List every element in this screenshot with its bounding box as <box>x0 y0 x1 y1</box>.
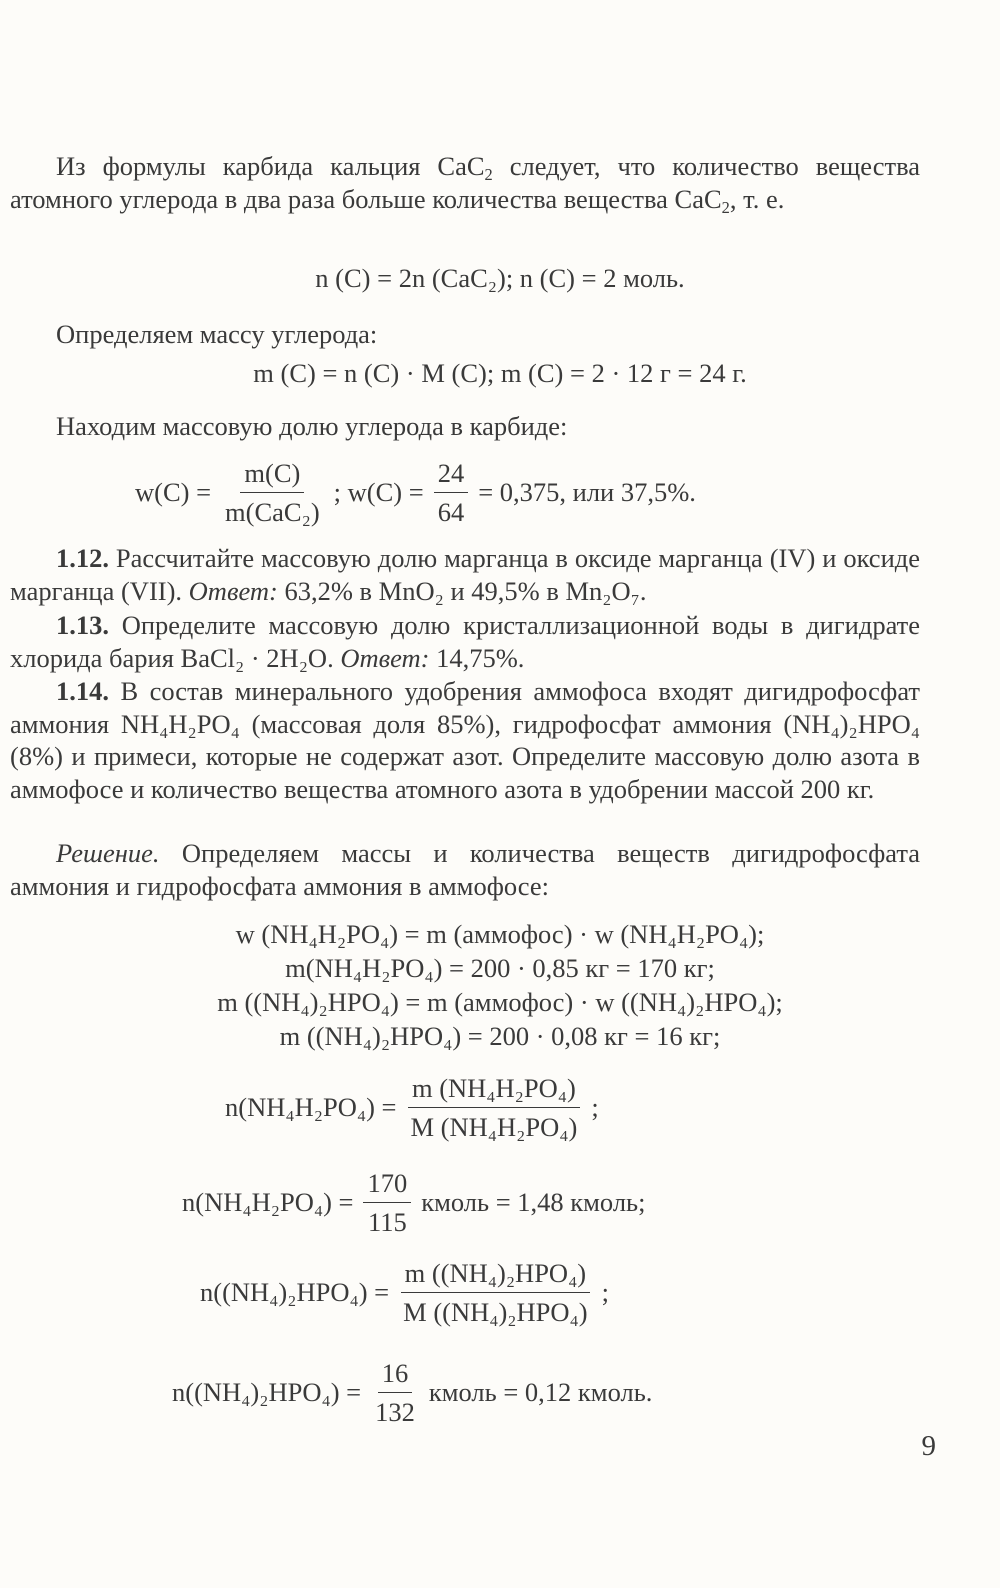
mass-fraction-label: Находим массовую долю углерода в карбиде: <box>56 411 568 441</box>
eq4-tail: ; <box>591 1092 599 1122</box>
eq3-mid: ; w(C) = <box>333 477 424 507</box>
calc-line-1: w (NH₄H₂PO₄) = m (аммофос) · w (NH₄H₂PO₄); <box>235 919 765 949</box>
fraction-mc-over-mcac2 <box>221 458 324 527</box>
problem-1-14: 1.14. В состав минерального удобрения аммофоса входят дигидрофосфат аммония NH₄H₂PO₄ (массовая доля 85%), гидрофосфат аммония (NH₄)₂HPO₄ (8%) и примеси, которые не содержат азот. Определите массовую долю азота в аммофосе и количество вещества атомного азота в удобрении массой 200 кг. <box>10 676 920 804</box>
problem-number: 1.12. <box>56 543 109 573</box>
answer-label: Ответ: <box>188 575 278 606</box>
eq7-lhs: n((NH₄)₂HPO₄) = <box>172 1377 362 1407</box>
fraction-denominator: m(CaC₂) <box>225 497 320 527</box>
fraction-numerator: m(C) <box>240 458 304 493</box>
equation-mass-fraction-carbon <box>135 458 696 527</box>
fraction-denominator: 132 <box>375 1397 415 1427</box>
fraction-numerator: m (NH₄H₂PO₄) <box>408 1073 580 1108</box>
eq4-lhs: n(NH₄H₂PO₄) = <box>225 1092 397 1122</box>
fraction-numerator: 16 <box>378 1358 413 1393</box>
fraction-mass-over-molar-mass <box>399 1258 592 1327</box>
eq6-tail: ; <box>601 1277 609 1307</box>
fraction-numerator: 24 <box>434 458 469 493</box>
equation-n-nh4-2hpo4-value <box>172 1358 652 1427</box>
fraction-mass-over-molar-mass <box>406 1073 581 1142</box>
problem-number: 1.14. <box>56 676 109 706</box>
answer-label: Ответ: <box>340 642 430 673</box>
eq3-lhs: w(C) = <box>135 477 212 507</box>
fraction-170-over-115 <box>363 1168 411 1237</box>
solution-label: Решение. <box>56 838 160 868</box>
solution-paragraph: Решение. Определяем массы и количества веществ дигидрофосфата аммония и гидрофосфата аммония в аммофосе: <box>10 838 920 901</box>
eq5-tail: кмоль = 1,48 кмоль; <box>421 1187 646 1217</box>
calc-line-4: m ((NH₄)₂HPO₄) = 200 · 0,08 кг = 16 кг; <box>279 1021 721 1051</box>
equation-n-nh4-2hpo4-formula <box>200 1258 609 1327</box>
problem-1-12: 1.12. Рассчитайте массовую долю марганца в оксиде марганца (IV) и оксиде марганца (VII). Ответ: 63,2% в MnO₂ и 49,5% в Mn₂O₇. <box>10 543 920 606</box>
fraction-denominator: M ((NH₄)₂HPO₄) <box>403 1297 588 1327</box>
calc-line-3: m ((NH₄)₂HPO₄) = m (аммофос) · w ((NH₄)₂HPO₄); <box>217 987 783 1017</box>
eq6-lhs: n((NH₄)₂HPO₄) = <box>200 1277 390 1307</box>
fraction-denominator: M (NH₄H₂PO₄) <box>410 1112 578 1142</box>
problem-1-13: 1.13. Определите массовую долю кристаллизационной воды в дигидрате хлорида бария BaCl₂ · 2H₂O. Ответ: 14,75%. <box>10 610 920 673</box>
fraction-denominator: 115 <box>367 1207 407 1237</box>
mass-carbon-label: Определяем массу углерода: <box>56 319 378 349</box>
equation-n-nh4h2po4-value <box>182 1168 646 1237</box>
page-number: 9 <box>921 1430 936 1462</box>
fraction-16-over-132 <box>371 1358 419 1427</box>
fraction-numerator: 170 <box>363 1168 411 1203</box>
intro-paragraph: Из формулы карбида кальция CaC$_2$ следует, что количество вещества атомного углерода в два раза больше количества вещества CaC$_2$, т. е. <box>10 151 920 217</box>
fraction-denominator: 64 <box>437 497 465 527</box>
eq3-rhs: = 0,375, или 37,5%. <box>478 477 696 507</box>
equation-moles-carbon: n (C) = 2n (CaC₂); n (C) = 2 моль. <box>315 263 685 293</box>
fraction-numerator: m ((NH₄)₂HPO₄) <box>401 1258 591 1293</box>
fraction-24-over-64 <box>434 458 469 527</box>
calc-line-2: m(NH₄H₂PO₄) = 200 · 0,85 кг = 170 кг; <box>285 953 715 983</box>
eq5-lhs: n(NH₄H₂PO₄) = <box>182 1187 354 1217</box>
eq7-tail: кмоль = 0,12 кмоль. <box>428 1377 653 1407</box>
equation-n-nh4h2po4-formula <box>225 1073 599 1142</box>
problem-number: 1.13. <box>56 610 109 640</box>
equation-mass-carbon: m (C) = n (C) · M (C); m (C) = 2 · 12 г = 24 г. <box>253 358 747 388</box>
